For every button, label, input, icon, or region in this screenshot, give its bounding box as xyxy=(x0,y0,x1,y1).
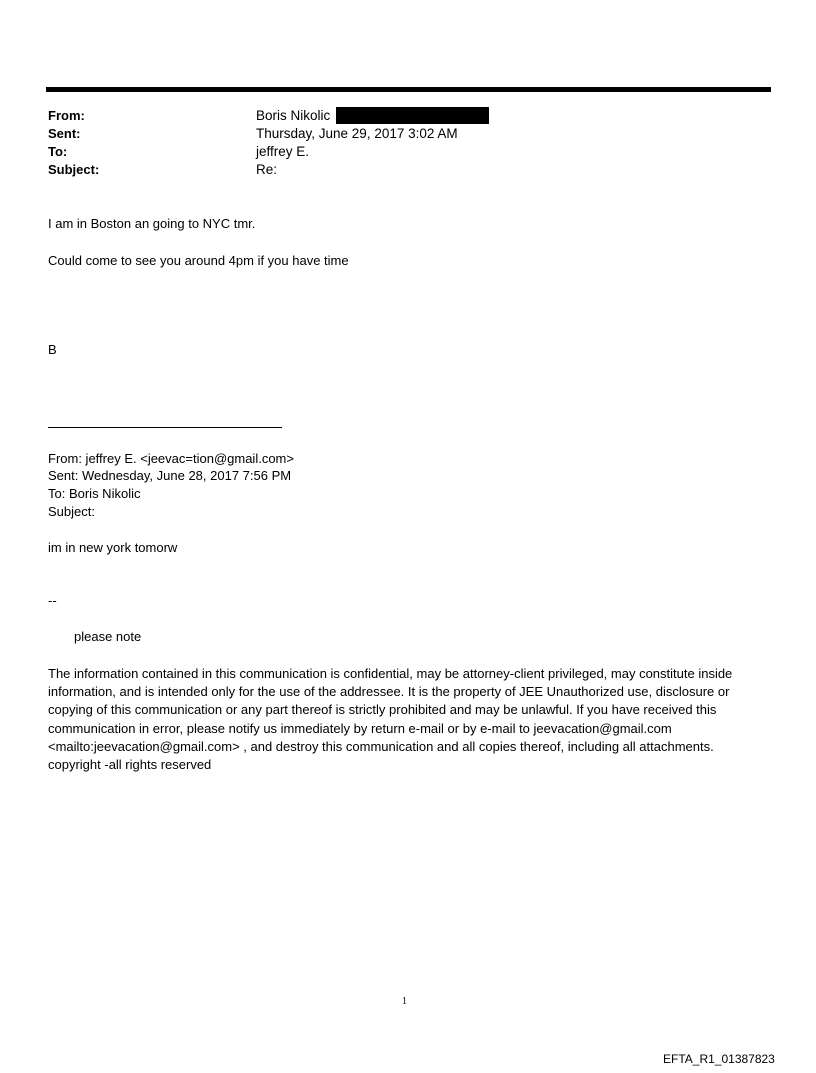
quoted-to: To: Boris Nikolic xyxy=(48,486,141,501)
quoted-subject: Subject: xyxy=(48,504,95,519)
to-value: jeffrey E. xyxy=(256,144,310,159)
footer-document-id: EFTA_R1_01387823 xyxy=(663,1052,775,1066)
signature-separator: -- xyxy=(48,593,57,608)
header-top-rule xyxy=(46,87,771,92)
quoted-sent: Sent: Wednesday, June 28, 2017 7:56 PM xyxy=(48,468,292,483)
quoted-message: im in new york tomorw xyxy=(48,540,178,555)
subject-label: Subject: xyxy=(48,162,100,177)
subject-value: Re: xyxy=(256,162,278,177)
please-note: please note xyxy=(74,629,142,644)
page-number: 1 xyxy=(402,996,407,1007)
from-label: From: xyxy=(48,108,85,123)
disclaimer-paragraph: The information contained in this communication is confidential, may be attorney-client privileged, may constitute inside information, and is intended only for the use of the addressee. It is the property of JEE Unauthorized use, disclosure or copying of this communication or any part thereof is strictly prohibited and may be unlawful. If you have received this communication in error, please notify us immediately by return e-mail or by e-mail to jeevacation@gmail.com <mailto:jeevacation@gmail.com> , and destroy this communication and all copies thereof, including all attachments. copyright -all rights reserved xyxy=(48,666,733,773)
from-value-row xyxy=(256,107,489,125)
to-label: To: xyxy=(48,144,68,159)
from-value: Boris Nikolic xyxy=(256,108,331,123)
sent-value: Thursday, June 29, 2017 3:02 AM xyxy=(256,126,458,141)
body-line-1: I am in Boston an going to NYC tmr. xyxy=(48,216,256,231)
quote-separator xyxy=(48,427,282,428)
quoted-from: From: jeffrey E. <jeevac=tion@gmail.com> xyxy=(48,451,294,466)
redaction-box xyxy=(336,107,489,124)
signature: B xyxy=(48,342,57,357)
body-line-2: Could come to see you around 4pm if you have time xyxy=(48,253,349,268)
sent-label: Sent: xyxy=(48,126,81,141)
